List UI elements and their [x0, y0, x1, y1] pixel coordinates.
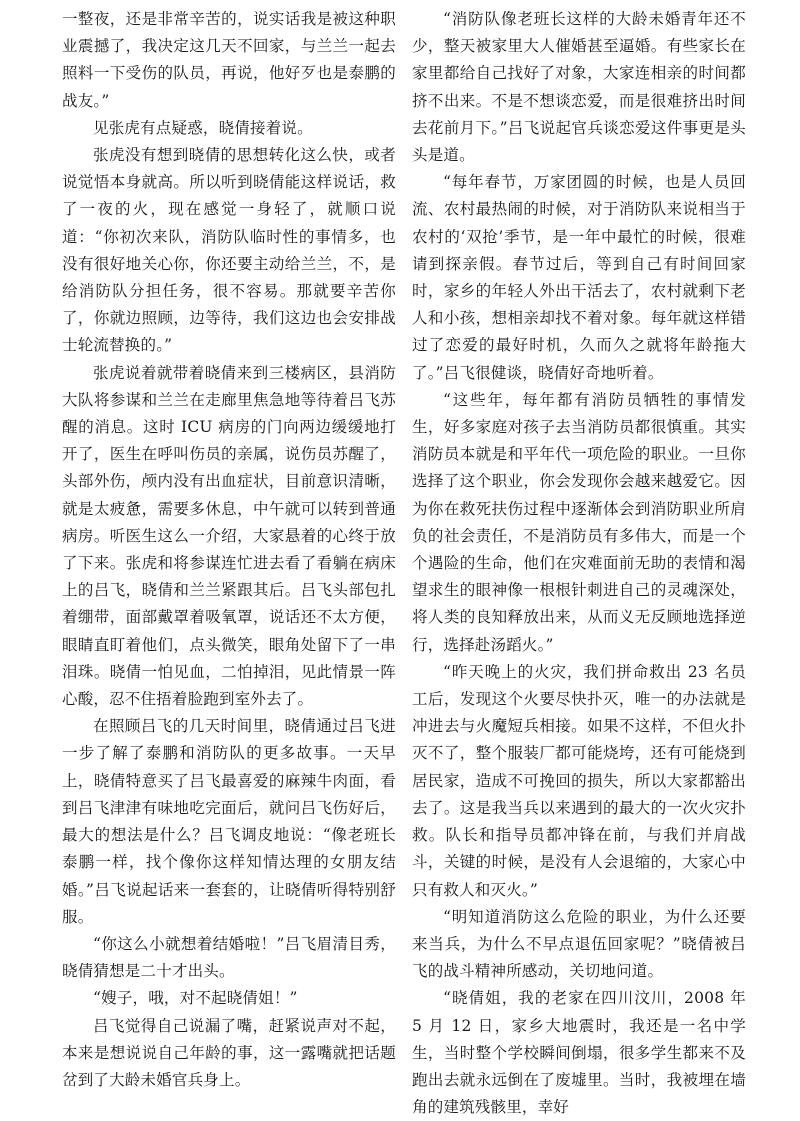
paragraph: 吕飞觉得自己说漏了嘴，赶紧说声对不起，本来是想说说自己年龄的事，这一露嘴就把话题岔到了大龄未婚官兵身上。 — [62, 1016, 396, 1089]
paragraph: 见张虎有点疑惑，晓倩接着说。 — [93, 118, 313, 137]
paragraph: “昨天晚上的火灾，我们拼命救出 23 名员工后，发现这个火要尽快扑灭，唯一的办法就是冲进去与火魔短兵相接。如果不这样，不但火扑灭不了，整个服装厂都可能烧垮，还有可能烧到居民家，造成不可挽回的损失，所以大家都豁出去了。这是我当兵以来遇到的最大的一次火灾扑救。队长和指导员都冲锋在前，与我们并肩战斗，关键的时候，是没有人会退缩的，大家心中只有救人和灭火。” — [412, 662, 746, 899]
right-text-column — [412, 6, 746, 1121]
paragraph: “明知道消防这么危险的职业，为什么还要来当兵，为什么不早点退伍回家呢？”晓倩被吕飞的战斗精神所感动，关切地问道。 — [412, 907, 746, 981]
paragraph: “嫂子，哦，对不起晓倩姐！” — [93, 989, 298, 1008]
paragraph: “每年春节，万家团圆的时候，也是人员回流、农村最热闹的时候，对于消防队来说相当于农村的‘双抢’季节，是一年中最忙的时候，很难请到探亲假。春节过后，等到自己有时间回家时，家乡的年轻人外出干活去了，农村就剩下老人和小孩，想相亲却找不着对象。每年就这样错过了恋爱的最好时机，久而久之就将年龄拖大了。”吕飞很健谈，晓倩好奇地听着。 — [412, 173, 746, 382]
paragraph: 张虎没有想到晓倩的思想转化这么快，或者说觉悟本身就高。所以听到晓倩能这样说话，救了一夜的火，现在感觉一身轻了，就顺口说道：“你初次来队，消防队临时性的事情多，也没有很好地关心你，你还要主动给兰兰，不，是给消防队分担任务，很不容易。那就要辛苦你了，你就边照顾，边等待，我们这边也会安排战士轮流替换的。” — [62, 146, 396, 355]
paragraph: 在照顾吕飞的几天时间里，晓倩通过吕飞进一步了解了泰鹏和消防队的更多故事。一天早上，晓倩特意买了吕飞最喜爱的麻辣牛肉面，看到吕飞津津有味地吃完面后，就问吕飞伤好后，最大的想法是什么？吕飞调皮地说：“像老班长泰鹏一样，找个像你这样知情达理的女朋友结婚。”吕飞说起话来一套套的，让晓倩听得特别舒服。 — [62, 717, 396, 926]
paragraph: “晓倩姐，我的老家在四川汶川，2008 年 5 月 12 日，家乡大地震时，我还是一名中学生，当时整个学校瞬间倒塌，很多学生都来不及跑出去就永远倒在了废墟里。当时，我被埋在墙角的建筑残骸里，幸好 — [412, 989, 746, 1117]
paragraph: 张虎说着就带着晓倩来到三楼病区，县消防大队将参谋和兰兰在走廊里焦急地等待着吕飞苏醒的消息。这时 ICU 病房的门向两边缓缓地打开了，医生在呼叫伤员的亲属，说伤员苏醒了，头部外伤，颅内没有出血症状，目前意识清晰，就是太疲惫，需要多休息，中午就可以转到普通病房。听医生这么一介绍，大家悬着的心终于放了下来。张虎和将参谋连忙进去看了看躺在病床上的吕飞，晓倩和兰兰紧跟其后。吕飞头部包扎着绷带，面部戴罩着吸氧罩，说话还不太方便，眼睛直盯着他们，点头微笑，眼角处留下了一串泪珠。晓倩一怕见血，二怕掉泪，见此情景一阵心酸，忍不住捂着脸跑到室外去了。 — [62, 363, 396, 709]
paragraph: 一整夜，还是非常辛苦的，说实话我是被这种职业震撼了，我决定这几天不回家，与兰兰一起去照料一下受伤的队员，再说，他好歹也是泰鹏的战友。” — [62, 10, 396, 110]
paragraph: “你这么小就想着结婚啦！”吕飞眉清目秀，晓倩猜想是二十才出头。 — [62, 934, 396, 981]
left-text-column — [62, 6, 396, 1094]
paragraph: “这些年，每年都有消防员牺牲的事情发生，好多家庭对孩子去当消防员都很慎重。其实消防员本就是和平年代一项危险的职业。一旦你选择了这个职业，你会发现你会越来越爱它。因为你在救死扶伤过程中逐渐体会到消防职业所肩负的社会责任，不是消防员有多伟大，而是一个个遇险的生命，他们在灾难面前无助的表情和渴望求生的眼神像一根根针刺进自己的灵魂深处，将人类的良知释放出来，从而义无反顾地选择逆行，选择赴汤蹈火。” — [412, 390, 746, 654]
paragraph: “消防队像老班长这样的大龄未婚青年还不少，整天被家里大人催婚甚至逼婚。有些家长在家里都给自己找好了对象，大家连相亲的时间都挤不出来。不是不想谈恋爱，而是很难挤出时间去花前月下。”吕飞说起官兵谈恋爱这件事更是头头是道。 — [412, 10, 746, 165]
